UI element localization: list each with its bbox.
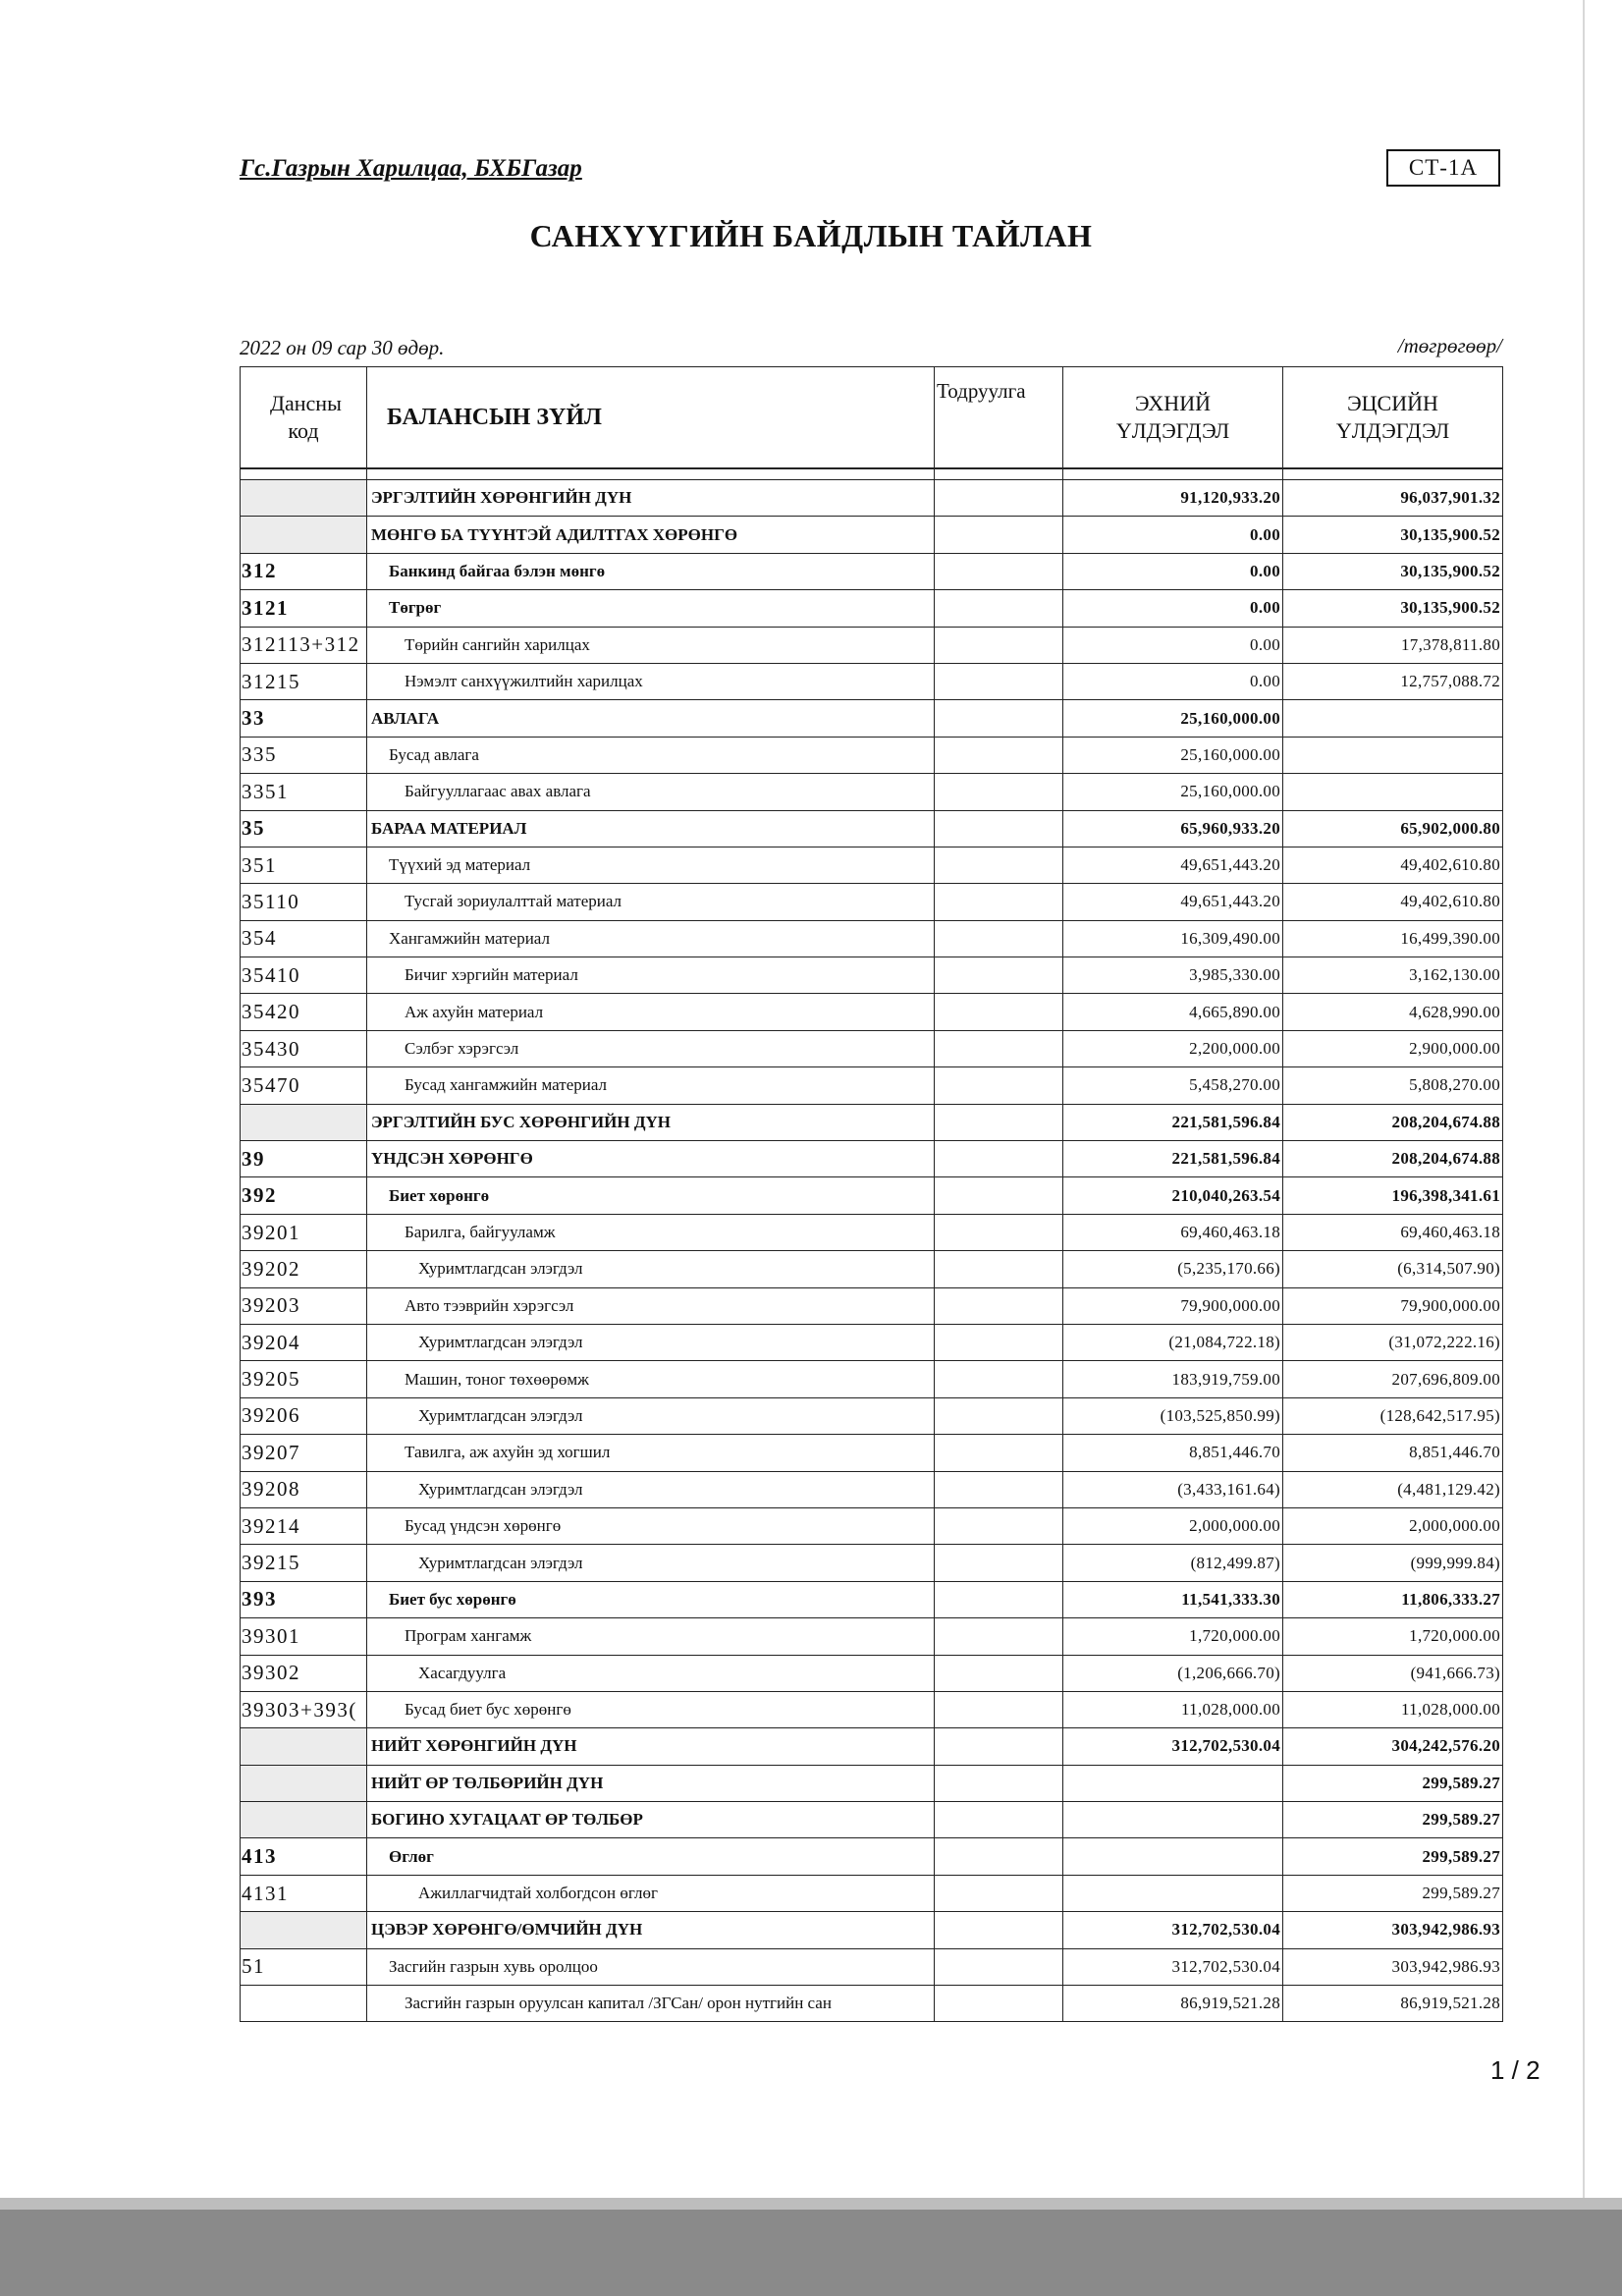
closing-balance-cell: 30,135,900.52 — [1283, 517, 1503, 553]
closing-balance-cell: 11,028,000.00 — [1283, 1691, 1503, 1727]
closing-balance-cell — [1283, 774, 1503, 810]
item-name-cell: Нэмэлт санхүүжилтийн харилцах — [367, 663, 935, 699]
opening-balance-cell: 312,702,530.04 — [1063, 1948, 1283, 1985]
note-cell — [935, 1324, 1063, 1360]
account-code-cell: 4131 — [241, 1875, 367, 1911]
account-code-cell: 35 — [241, 810, 367, 847]
account-code-cell: 392 — [241, 1177, 367, 1214]
note-cell — [935, 1655, 1063, 1691]
account-code-cell: 33 — [241, 700, 367, 737]
table-header-row — [241, 367, 1503, 469]
closing-balance-cell: 208,204,674.88 — [1283, 1104, 1503, 1140]
form-code-box: СТ-1А — [1386, 149, 1500, 187]
opening-balance-cell: 5,458,270.00 — [1063, 1067, 1283, 1104]
separator-cell — [935, 468, 1063, 480]
item-name-cell: Засгийн газрын хувь оролцоо — [367, 1948, 935, 1985]
closing-balance-cell: 3,162,130.00 — [1283, 957, 1503, 994]
note-cell — [935, 1177, 1063, 1214]
opening-balance-cell: 69,460,463.18 — [1063, 1214, 1283, 1250]
note-cell — [935, 810, 1063, 847]
item-name-cell: НИЙТ ХӨРӨНГИЙН ДҮН — [367, 1728, 935, 1765]
item-name-cell: Бусад хангамжийн материал — [367, 1067, 935, 1104]
account-code-cell: 39302 — [241, 1655, 367, 1691]
account-code-cell: 35470 — [241, 1067, 367, 1104]
closing-balance-cell: 299,589.27 — [1283, 1838, 1503, 1875]
account-code-cell: 39205 — [241, 1361, 367, 1397]
closing-balance-cell: (4,481,129.42) — [1283, 1471, 1503, 1507]
opening-balance-cell: 49,651,443.20 — [1063, 847, 1283, 883]
closing-balance-cell — [1283, 737, 1503, 773]
closing-balance-cell: 303,942,986.93 — [1283, 1912, 1503, 1948]
note-cell — [935, 1141, 1063, 1177]
organization-name: Гс.Газрын Харилцаа, БХБГазар — [240, 155, 582, 182]
closing-balance-cell: 30,135,900.52 — [1283, 590, 1503, 627]
account-code-cell — [241, 1765, 367, 1801]
table-row — [241, 627, 1503, 663]
column-header-note: Тодруулга — [935, 367, 1063, 469]
column-header-item: БАЛАНСЫН ЗҮЙЛ — [367, 367, 935, 469]
table-row — [241, 663, 1503, 699]
closing-balance-cell: 86,919,521.28 — [1283, 1986, 1503, 2022]
item-name-cell: Аж ахуйн материал — [367, 994, 935, 1030]
note-cell — [935, 1838, 1063, 1875]
table-row — [241, 1067, 1503, 1104]
closing-balance-cell — [1283, 700, 1503, 737]
closing-balance-cell: (941,666.73) — [1283, 1655, 1503, 1691]
item-name-cell: Ажиллагчидтай холбогдсон өглөг — [367, 1875, 935, 1911]
note-cell — [935, 1030, 1063, 1066]
item-name-cell: Тусгай зориулалттай материал — [367, 884, 935, 920]
table-row — [241, 1214, 1503, 1250]
opening-balance-cell: 11,541,333.30 — [1063, 1581, 1283, 1617]
opening-balance-cell: 2,200,000.00 — [1063, 1030, 1283, 1066]
table-row — [241, 1802, 1503, 1838]
closing-balance-cell: 2,000,000.00 — [1283, 1507, 1503, 1544]
note-cell — [935, 920, 1063, 957]
item-name-cell: ҮНДСЭН ХӨРӨНГӨ — [367, 1141, 935, 1177]
opening-balance-cell: (812,499.87) — [1063, 1545, 1283, 1581]
item-name-cell: Бусад үндсэн хөрөнгө — [367, 1507, 935, 1544]
account-code-cell — [241, 1986, 367, 2022]
table-row — [241, 1141, 1503, 1177]
item-name-cell: Хуримтлагдсан элэгдэл — [367, 1324, 935, 1360]
note-cell — [935, 627, 1063, 663]
opening-balance-cell: 183,919,759.00 — [1063, 1361, 1283, 1397]
table-row — [241, 1691, 1503, 1727]
header-separator — [241, 468, 1503, 480]
table-row — [241, 810, 1503, 847]
opening-balance-cell — [1063, 1765, 1283, 1801]
item-name-cell: Өглөг — [367, 1838, 935, 1875]
column-header-opening: ЭХНИЙ ҮЛДЭГДЭЛ — [1063, 367, 1283, 469]
table-row — [241, 1986, 1503, 2022]
table-row — [241, 1655, 1503, 1691]
opening-balance-cell — [1063, 1802, 1283, 1838]
closing-balance-cell: 65,902,000.80 — [1283, 810, 1503, 847]
account-code-cell: 39201 — [241, 1214, 367, 1250]
closing-balance-cell: 299,589.27 — [1283, 1765, 1503, 1801]
opening-balance-cell: 221,581,596.84 — [1063, 1141, 1283, 1177]
account-code-cell: 39301 — [241, 1618, 367, 1655]
account-code-cell — [241, 1802, 367, 1838]
closing-balance-cell: 1,720,000.00 — [1283, 1618, 1503, 1655]
item-name-cell: Биет бус хөрөнгө — [367, 1581, 935, 1617]
table-row — [241, 1177, 1503, 1214]
closing-balance-cell: 49,402,610.80 — [1283, 884, 1503, 920]
opening-balance-cell: 25,160,000.00 — [1063, 700, 1283, 737]
item-name-cell: Төрийн сангийн харилцах — [367, 627, 935, 663]
account-code-cell: 39214 — [241, 1507, 367, 1544]
note-cell — [935, 553, 1063, 589]
table-row — [241, 774, 1503, 810]
account-code-cell — [241, 1728, 367, 1765]
item-name-cell: Хуримтлагдсан элэгдэл — [367, 1545, 935, 1581]
account-code-cell: 312113+312 — [241, 627, 367, 663]
scanner-band — [0, 2198, 1622, 2296]
opening-balance-cell: 0.00 — [1063, 517, 1283, 553]
item-name-cell: Хангамжийн материал — [367, 920, 935, 957]
item-name-cell: Бусад авлага — [367, 737, 935, 773]
table-row — [241, 737, 1503, 773]
table-row — [241, 1875, 1503, 1911]
closing-balance-cell: 299,589.27 — [1283, 1802, 1503, 1838]
note-cell — [935, 1361, 1063, 1397]
opening-balance-cell: 2,000,000.00 — [1063, 1507, 1283, 1544]
note-cell — [935, 1618, 1063, 1655]
account-code-cell — [241, 517, 367, 553]
account-code-cell: 51 — [241, 1948, 367, 1985]
table-row — [241, 1838, 1503, 1875]
column-header-closing: ЭЦСИЙН ҮЛДЭГДЭЛ — [1283, 367, 1503, 469]
table-row — [241, 553, 1503, 589]
separator-cell — [1063, 468, 1283, 480]
item-name-cell: Засгийн газрын оруулсан капитал /ЗГСан/ орон нутгийн сан — [367, 1986, 935, 2022]
closing-balance-cell: 96,037,901.32 — [1283, 480, 1503, 517]
account-code-cell: 39208 — [241, 1471, 367, 1507]
page-edge — [1583, 0, 1585, 2198]
opening-balance-cell: 25,160,000.00 — [1063, 737, 1283, 773]
table-row — [241, 1471, 1503, 1507]
note-cell — [935, 1986, 1063, 2022]
table-row — [241, 480, 1503, 517]
opening-balance-cell: 1,720,000.00 — [1063, 1618, 1283, 1655]
account-code-cell: 393 — [241, 1581, 367, 1617]
closing-balance-cell: 207,696,809.00 — [1283, 1361, 1503, 1397]
closing-balance-cell: 30,135,900.52 — [1283, 553, 1503, 589]
account-code-cell — [241, 480, 367, 517]
item-name-cell: Банкинд байгаа бэлэн мөнгө — [367, 553, 935, 589]
closing-balance-cell: 5,808,270.00 — [1283, 1067, 1503, 1104]
item-name-cell: Төгрөг — [367, 590, 935, 627]
item-name-cell: Түүхий эд материал — [367, 847, 935, 883]
account-code-cell: 39215 — [241, 1545, 367, 1581]
note-cell — [935, 884, 1063, 920]
closing-balance-cell: 303,942,986.93 — [1283, 1948, 1503, 1985]
closing-balance-cell: 299,589.27 — [1283, 1875, 1503, 1911]
account-code-cell: 351 — [241, 847, 367, 883]
closing-balance-cell: 8,851,446.70 — [1283, 1435, 1503, 1471]
report-date: 2022 он 09 сар 30 өдөр. — [240, 336, 445, 359]
table-row — [241, 1618, 1503, 1655]
item-name-cell: Хуримтлагдсан элэгдэл — [367, 1251, 935, 1287]
account-code-cell: 39303+393( — [241, 1691, 367, 1727]
table-row — [241, 994, 1503, 1030]
page-number: 1 / 2 — [1490, 2055, 1541, 2085]
table-row — [241, 1728, 1503, 1765]
note-cell — [935, 737, 1063, 773]
note-cell — [935, 1104, 1063, 1140]
item-name-cell: ЦЭВЭР ХӨРӨНГӨ/ӨМЧИЙН ДҮН — [367, 1912, 935, 1948]
opening-balance-cell: 16,309,490.00 — [1063, 920, 1283, 957]
closing-balance-cell: (6,314,507.90) — [1283, 1251, 1503, 1287]
opening-balance-cell: (1,206,666.70) — [1063, 1655, 1283, 1691]
note-cell — [935, 847, 1063, 883]
item-name-cell: Бичиг хэргийн материал — [367, 957, 935, 994]
account-code-cell: 312 — [241, 553, 367, 589]
item-name-cell: Машин, тоног төхөөрөмж — [367, 1361, 935, 1397]
account-code-cell: 39 — [241, 1141, 367, 1177]
table-row — [241, 1030, 1503, 1066]
table-row — [241, 884, 1503, 920]
table-row — [241, 1581, 1503, 1617]
closing-balance-cell: 17,378,811.80 — [1283, 627, 1503, 663]
opening-balance-cell: 312,702,530.04 — [1063, 1728, 1283, 1765]
note-cell — [935, 1875, 1063, 1911]
item-name-cell: Сэлбэг хэрэгсэл — [367, 1030, 935, 1066]
table-row — [241, 1948, 1503, 1985]
account-code-cell: 3121 — [241, 590, 367, 627]
closing-balance-cell: (31,072,222.16) — [1283, 1324, 1503, 1360]
item-name-cell: Авто тээврийн хэрэгсэл — [367, 1287, 935, 1324]
account-code-cell: 31215 — [241, 663, 367, 699]
table-row — [241, 1251, 1503, 1287]
table-row — [241, 700, 1503, 737]
account-code-cell: 3351 — [241, 774, 367, 810]
opening-balance-cell: 312,702,530.04 — [1063, 1912, 1283, 1948]
note-cell — [935, 1251, 1063, 1287]
item-name-cell: Байгууллагаас авах авлага — [367, 774, 935, 810]
item-name-cell: Хуримтлагдсан элэгдэл — [367, 1397, 935, 1434]
opening-balance-cell: 3,985,330.00 — [1063, 957, 1283, 994]
note-cell — [935, 774, 1063, 810]
opening-balance-cell: (103,525,850.99) — [1063, 1397, 1283, 1434]
item-name-cell: Хуримтлагдсан элэгдэл — [367, 1471, 935, 1507]
item-name-cell: НИЙТ ӨР ТӨЛБӨРИЙН ДҮН — [367, 1765, 935, 1801]
closing-balance-cell: 196,398,341.61 — [1283, 1177, 1503, 1214]
table-row — [241, 957, 1503, 994]
account-code-cell: 39203 — [241, 1287, 367, 1324]
opening-balance-cell: 11,028,000.00 — [1063, 1691, 1283, 1727]
table-row — [241, 517, 1503, 553]
note-cell — [935, 1214, 1063, 1250]
opening-balance-cell: (5,235,170.66) — [1063, 1251, 1283, 1287]
opening-balance-cell: 8,851,446.70 — [1063, 1435, 1283, 1471]
column-header-code: Дансны код — [241, 367, 367, 469]
opening-balance-cell: 221,581,596.84 — [1063, 1104, 1283, 1140]
opening-balance-cell: 210,040,263.54 — [1063, 1177, 1283, 1214]
separator-cell — [1283, 468, 1503, 480]
note-cell — [935, 1397, 1063, 1434]
closing-balance-cell: 11,806,333.27 — [1283, 1581, 1503, 1617]
note-cell — [935, 957, 1063, 994]
account-code-cell: 35430 — [241, 1030, 367, 1066]
note-cell — [935, 1067, 1063, 1104]
table-row — [241, 1397, 1503, 1434]
account-code-cell: 413 — [241, 1838, 367, 1875]
note-cell — [935, 1435, 1063, 1471]
opening-balance-cell: 79,900,000.00 — [1063, 1287, 1283, 1324]
note-cell — [935, 1545, 1063, 1581]
opening-balance-cell: 0.00 — [1063, 590, 1283, 627]
table-row — [241, 590, 1503, 627]
closing-balance-cell: 2,900,000.00 — [1283, 1030, 1503, 1066]
note-cell — [935, 1287, 1063, 1324]
note-cell — [935, 1507, 1063, 1544]
table-row — [241, 1545, 1503, 1581]
opening-balance-cell — [1063, 1838, 1283, 1875]
table-row — [241, 1765, 1503, 1801]
opening-balance-cell: 25,160,000.00 — [1063, 774, 1283, 810]
table-body — [241, 480, 1503, 2022]
opening-balance-cell: 86,919,521.28 — [1063, 1986, 1283, 2022]
note-cell — [935, 1471, 1063, 1507]
account-code-cell — [241, 1912, 367, 1948]
account-code-cell — [241, 1104, 367, 1140]
item-name-cell: Биет хөрөнгө — [367, 1177, 935, 1214]
closing-balance-cell: 16,499,390.00 — [1283, 920, 1503, 957]
note-cell — [935, 994, 1063, 1030]
item-name-cell: Барилга, байгууламж — [367, 1214, 935, 1250]
closing-balance-cell: 69,460,463.18 — [1283, 1214, 1503, 1250]
account-code-cell: 35110 — [241, 884, 367, 920]
item-name-cell: Тавилга, аж ахуйн эд хогшил — [367, 1435, 935, 1471]
note-cell — [935, 1765, 1063, 1801]
opening-balance-cell: (3,433,161.64) — [1063, 1471, 1283, 1507]
currency-unit: /төгрөгөөр/ — [1397, 334, 1502, 357]
note-cell — [935, 663, 1063, 699]
opening-balance-cell: 91,120,933.20 — [1063, 480, 1283, 517]
account-code-cell: 39202 — [241, 1251, 367, 1287]
item-name-cell: ЭРГЭЛТИЙН ХӨРӨНГИЙН ДҮН — [367, 480, 935, 517]
item-name-cell: Програм хангамж — [367, 1618, 935, 1655]
note-cell — [935, 1802, 1063, 1838]
balance-sheet-table — [240, 366, 1503, 2022]
closing-balance-cell: 12,757,088.72 — [1283, 663, 1503, 699]
opening-balance-cell: 0.00 — [1063, 663, 1283, 699]
note-cell — [935, 700, 1063, 737]
separator-cell — [241, 468, 367, 480]
note-cell — [935, 480, 1063, 517]
table-row — [241, 1507, 1503, 1544]
closing-balance-cell: 304,242,576.20 — [1283, 1728, 1503, 1765]
table-row — [241, 1104, 1503, 1140]
separator-cell — [367, 468, 935, 480]
account-code-cell: 39206 — [241, 1397, 367, 1434]
note-cell — [935, 1581, 1063, 1617]
opening-balance-cell: (21,084,722.18) — [1063, 1324, 1283, 1360]
closing-balance-cell: 208,204,674.88 — [1283, 1141, 1503, 1177]
account-code-cell: 335 — [241, 737, 367, 773]
item-name-cell: БОГИНО ХУГАЦААТ ӨР ТӨЛБӨР — [367, 1802, 935, 1838]
opening-balance-cell: 49,651,443.20 — [1063, 884, 1283, 920]
table-row — [241, 920, 1503, 957]
closing-balance-cell: 4,628,990.00 — [1283, 994, 1503, 1030]
note-cell — [935, 590, 1063, 627]
item-name-cell: МӨНГӨ БА ТҮҮНТЭЙ АДИЛТГАХ ХӨРӨНГӨ — [367, 517, 935, 553]
scanner-band-edge — [0, 2198, 1622, 2210]
item-name-cell: Бусад биет бус хөрөнгө — [367, 1691, 935, 1727]
account-code-cell: 354 — [241, 920, 367, 957]
account-code-cell: 39207 — [241, 1435, 367, 1471]
opening-balance-cell: 0.00 — [1063, 553, 1283, 589]
account-code-cell: 35420 — [241, 994, 367, 1030]
opening-balance-cell: 4,665,890.00 — [1063, 994, 1283, 1030]
report-title: САНХҮҮГИЙН БАЙДЛЫН ТАЙЛАН — [529, 218, 1093, 253]
item-name-cell: АВЛАГА — [367, 700, 935, 737]
opening-balance-cell: 0.00 — [1063, 627, 1283, 663]
item-name-cell: БАРАА МАТЕРИАЛ — [367, 810, 935, 847]
account-code-cell: 39204 — [241, 1324, 367, 1360]
table-row — [241, 1324, 1503, 1360]
closing-balance-cell: 49,402,610.80 — [1283, 847, 1503, 883]
table-row — [241, 1361, 1503, 1397]
note-cell — [935, 517, 1063, 553]
table-row — [241, 847, 1503, 883]
opening-balance-cell: 65,960,933.20 — [1063, 810, 1283, 847]
table-row — [241, 1287, 1503, 1324]
table-row — [241, 1912, 1503, 1948]
note-cell — [935, 1691, 1063, 1727]
closing-balance-cell: (999,999.84) — [1283, 1545, 1503, 1581]
item-name-cell: ЭРГЭЛТИЙН БУС ХӨРӨНГИЙН ДҮН — [367, 1104, 935, 1140]
item-name-cell: Хасагдуулга — [367, 1655, 935, 1691]
opening-balance-cell — [1063, 1875, 1283, 1911]
closing-balance-cell: (128,642,517.95) — [1283, 1397, 1503, 1434]
closing-balance-cell: 79,900,000.00 — [1283, 1287, 1503, 1324]
account-code-cell: 35410 — [241, 957, 367, 994]
note-cell — [935, 1948, 1063, 1985]
table-row — [241, 1435, 1503, 1471]
note-cell — [935, 1912, 1063, 1948]
note-cell — [935, 1728, 1063, 1765]
